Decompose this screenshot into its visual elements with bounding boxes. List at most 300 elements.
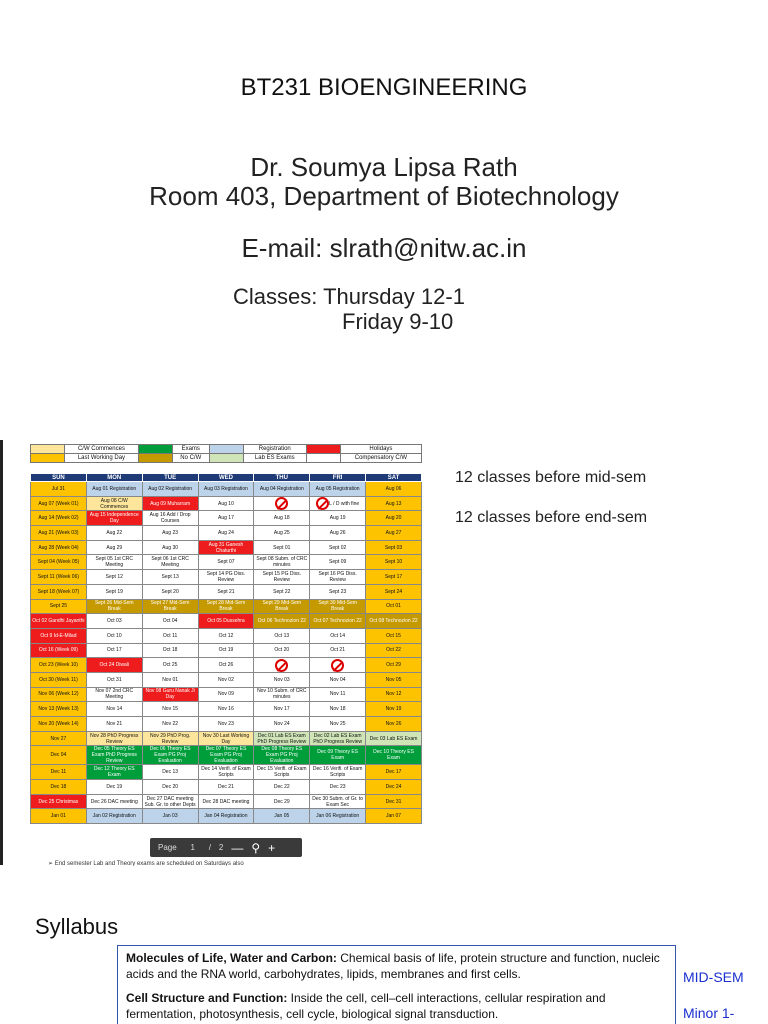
- calendar-cell-text: Dec 12 Theory ES Exam: [93, 766, 135, 779]
- calendar-cell: [366, 584, 422, 599]
- calendar-cell: [254, 526, 310, 541]
- calendar-week-row: [31, 496, 422, 511]
- calendar-week-row: [31, 702, 422, 717]
- calendar-cell: [86, 599, 142, 614]
- calendar-cell-text: Dec 20: [162, 783, 179, 790]
- instructor-room: Room 403, Department of Biotechnology: [149, 181, 619, 211]
- calendar-cell-text: Sept 02: [329, 544, 347, 551]
- calendar-cell: [142, 687, 198, 702]
- calendar-cell: [31, 614, 87, 629]
- calendar-cell: [254, 794, 310, 809]
- calendar-cell: [31, 628, 87, 643]
- calendar-cell: [310, 702, 366, 717]
- calendar-cell-text: Nov 29 PhD Prog. Review: [149, 732, 191, 745]
- calendar-cell: [254, 511, 310, 526]
- calendar-cell: [86, 765, 142, 780]
- calendar-cell: [31, 765, 87, 780]
- calendar-cell-text: Jul 31: [51, 485, 66, 492]
- calendar-cell: [86, 526, 142, 541]
- calendar-cell: [310, 584, 366, 599]
- calendar-cell-text: Nov 06 (Week 12): [38, 691, 79, 698]
- calendar-week-row: [31, 765, 422, 780]
- calendar-cell-text: Aug 16 Add / Drop Courses: [149, 512, 191, 525]
- calendar-cell: [254, 746, 310, 765]
- calendar-cell: [366, 570, 422, 585]
- calendar-cell: [198, 643, 254, 658]
- class-schedule-line-1: Classes: Thursday 12-1: [233, 284, 465, 309]
- calendar-cell: [198, 765, 254, 780]
- calendar-cell: [310, 570, 366, 585]
- calendar-cell: [198, 658, 254, 673]
- calendar-cell-text: Oct 15: [386, 632, 401, 639]
- calendar-cell: [310, 765, 366, 780]
- calendar-cell: [142, 482, 198, 497]
- calendar-cell-text: Oct 29: [386, 662, 401, 669]
- calendar-cell: [366, 702, 422, 717]
- calendar-cell: [86, 702, 142, 717]
- calendar-cell-text: Aug 15 Independence Day: [89, 512, 139, 525]
- calendar-cell: [142, 643, 198, 658]
- calendar-cell: [366, 555, 422, 570]
- calendar-week-row: [31, 599, 422, 614]
- calendar-cell-text: Sept 24: [384, 588, 403, 595]
- calendar-cell-text: Dec 15 Verifi. of Exam Scripts: [257, 766, 307, 779]
- calendar-week-row: [31, 687, 422, 702]
- zoom-out-button[interactable]: —: [231, 840, 244, 855]
- calendar-cell-text: Oct 03: [106, 618, 122, 625]
- calendar-cell-text: Nov 21: [106, 720, 123, 727]
- calendar-week-row: [31, 584, 422, 599]
- calendar-cell: [254, 780, 310, 795]
- calendar-cell: [86, 672, 142, 687]
- calendar-cell: [31, 746, 87, 765]
- calendar-cell-text: Oct 18: [162, 647, 178, 654]
- calendar-day-header: TUE: [142, 474, 198, 482]
- calendar-cell-text: Dec 09 Theory ES Exam: [317, 749, 359, 762]
- calendar-cell-text: Sept 29 Mid-Sem Break: [262, 600, 302, 613]
- calendar-cell: [310, 746, 366, 765]
- calendar-cell: [86, 511, 142, 526]
- calendar-cell: [142, 731, 198, 746]
- legend-swatch-exams: [138, 445, 172, 454]
- calendar-cell: [86, 614, 142, 629]
- calendar-cell: [198, 526, 254, 541]
- calendar-cell-text: Aug 23: [162, 529, 179, 536]
- calendar-cell: [366, 643, 422, 658]
- calendar-cell: [310, 482, 366, 497]
- calendar-cell-text: Nov 12: [385, 691, 402, 698]
- legend-label: Exams: [172, 445, 209, 454]
- calendar-cell-text: Sept 15 PG Diss. Review: [262, 570, 301, 583]
- calendar-cell: [310, 717, 366, 732]
- calendar-cell: [198, 555, 254, 570]
- calendar-cell-text: Sept 04 (Week 05): [37, 559, 80, 566]
- calendar-cell-text: Dec 05 Theory ES Exam PhD Progress Review: [91, 746, 137, 765]
- calendar-cell: [142, 780, 198, 795]
- calendar-cell: [310, 628, 366, 643]
- calendar-cell: [31, 482, 87, 497]
- calendar-cell: [366, 526, 422, 541]
- calendar-cell-text: Dec 31: [385, 798, 402, 805]
- calendar-cell-text: Sept 28 Mid-Sem Break: [206, 600, 246, 613]
- legend-label: Registration: [243, 445, 306, 454]
- calendar-cell: [31, 584, 87, 599]
- calendar-cell-text: Jan 04 Registration: [204, 813, 248, 820]
- calendar-cell: [86, 540, 142, 555]
- calendar-cell-text: Oct 17: [106, 647, 122, 654]
- calendar-cell-text: Sept 07: [217, 559, 235, 566]
- calendar-cell-text: Dec 01 Lab ES Exam PhD Progress Review: [257, 732, 307, 745]
- calendar-cell: [198, 780, 254, 795]
- calendar-cell-text: Sept 06 1st CRC Meeting: [151, 556, 189, 569]
- calendar-cell: [142, 555, 198, 570]
- calendar-cell: [31, 526, 87, 541]
- calendar-cell: [142, 794, 198, 809]
- calendar-cell: [310, 643, 366, 658]
- calendar-cell-text: Sept 11 (Week 06): [37, 573, 80, 580]
- instructor-email: E-mail: slrath@nitw.ac.in: [241, 233, 527, 263]
- calendar-cell-text: Nov 30 Last Working Day: [202, 732, 250, 745]
- calendar-cell-text: Dec 18: [50, 783, 67, 790]
- calendar-cell-text: Dec 16 Verifi. of Exam Scripts: [312, 766, 363, 779]
- calendar-cell-text: Aug 14 (Week 02): [38, 515, 79, 522]
- calendar-cell: [198, 540, 254, 555]
- calendar-cell-text: Sept 26 Mid-Sem Break: [94, 600, 134, 613]
- calendar-cell-text: Oct 12: [218, 632, 234, 639]
- unit-2-title: Cell Structure and Function:: [126, 991, 288, 1005]
- calendar-cell-text: Dec 21: [218, 783, 234, 790]
- calendar-week-row: [31, 511, 422, 526]
- legend-label: Lab ES Exams: [243, 454, 306, 463]
- calendar-cell: [86, 746, 142, 765]
- calendar-cell: [31, 687, 87, 702]
- pager-separator: /: [208, 843, 211, 852]
- calendar-cell-text: Aug 17: [218, 515, 234, 522]
- calendar-cell: [198, 614, 254, 629]
- calendar-cell: [254, 809, 310, 824]
- calendar-cell: [254, 614, 310, 629]
- calendar-cell: [86, 570, 142, 585]
- calendar-cell-text: Aug 09 Muharram: [150, 500, 191, 507]
- no-class-icon: [331, 659, 344, 672]
- calendar-cell-text: Oct 06 Technozion 22: [257, 618, 306, 625]
- calendar-week-row: [31, 643, 422, 658]
- calendar-week-row: [31, 555, 422, 570]
- calendar-cell: [198, 672, 254, 687]
- calendar-cell-text: Oct 05 Dussehra: [207, 618, 245, 625]
- calendar-cell-text: Aug 02 Registration: [148, 485, 193, 492]
- unit-1-body: Chemical basis of life, protein structure and function, nucleic acids and the RNA world, carbohydrates, lipids, membranes and first cells.: [126, 951, 660, 981]
- calendar-cell-text: Sept 27 Mid-Sem Break: [150, 600, 190, 613]
- calendar-cell: [198, 687, 254, 702]
- calendar-day-header: SAT: [366, 474, 422, 482]
- legend-swatch-lab: [209, 454, 243, 463]
- calendar-cell: [86, 687, 142, 702]
- calendar-day-header: WED: [198, 474, 254, 482]
- calendar-cell: [310, 540, 366, 555]
- page-number-input[interactable]: 1: [190, 843, 195, 852]
- calendar-day-header: FRI: [310, 474, 366, 482]
- class-schedule-line-2: Friday 9-10: [342, 309, 454, 334]
- legend-swatch-comp: [306, 454, 340, 463]
- calendar-cell-text: Nov 19: [385, 706, 402, 713]
- calendar-cell: [366, 511, 422, 526]
- calendar-cell: [86, 643, 142, 658]
- calendar-cell-text: Oct 02 Gandhi Jayanthi: [32, 618, 85, 625]
- calendar-cell-text: Oct 16 (Week 09): [38, 647, 78, 654]
- calendar-cell: [86, 717, 142, 732]
- calendar-cell: [366, 765, 422, 780]
- calendar-cell-text: Jan 02 Registration: [92, 813, 136, 820]
- instructor-name: Dr. Soumya Lipsa Rath: [250, 152, 518, 182]
- calendar-cell: [254, 540, 310, 555]
- calendar-cell-text: Nov 04: [329, 676, 346, 683]
- calendar-cell: [254, 628, 310, 643]
- page-total: 2: [218, 843, 224, 852]
- calendar-cell-text: Nov 28 PhD Progress Review: [90, 732, 139, 745]
- calendar-cell-text: Nov 03: [273, 676, 290, 683]
- calendar-cell-text: Dec 22: [273, 783, 290, 790]
- mid-sem-note: 12 classes before mid-sem: [455, 469, 647, 486]
- calendar-cell-text: Dec 04: [50, 752, 67, 759]
- calendar-cell-text: Sept 09: [329, 559, 347, 566]
- calendar-cell-text: Aug 28 (Week 04): [38, 544, 79, 551]
- calendar-cell: [254, 570, 310, 585]
- calendar-cell: [254, 643, 310, 658]
- calendar-footnote: ➢ End semester Lab and Theory exams are scheduled on Saturdays also: [48, 861, 244, 866]
- calendar-cell: [198, 717, 254, 732]
- calendar-cell-text: Aug 13: [385, 500, 402, 507]
- calendar-cell: [142, 628, 198, 643]
- calendar-cell-text: Nov 08 Guru Nanak Ji Day: [145, 688, 195, 701]
- calendar-cell: [366, 599, 422, 614]
- calendar-cell: [254, 599, 310, 614]
- calendar-cell: [142, 511, 198, 526]
- calendar-cell-text: Sept 25: [49, 603, 68, 610]
- calendar-cell-text: Sept 03: [384, 544, 403, 551]
- calendar-cell-text: Aug 06: [385, 485, 402, 492]
- calendar-cell: [310, 496, 366, 511]
- legend-swatch-registration: [209, 445, 243, 454]
- calendar-cell: [142, 496, 198, 511]
- calendar-cell-text: Oct 30 (Week 11): [39, 676, 78, 683]
- calendar-cell-text: Dec 23: [329, 783, 346, 790]
- unit-2-body: Inside the cell, cell–cell interactions, cellular respiration and fermentation, photosynthesis, cell cycle, biological signal transduction.: [126, 991, 606, 1021]
- calendar-cell: [254, 496, 310, 511]
- calendar-cell: [366, 658, 422, 673]
- legend-label: Compensatory C/W: [340, 454, 421, 463]
- calendar-cell-text: Sept 01: [273, 544, 291, 551]
- minor-1-tag[interactable]: Minor 1-: [683, 1005, 735, 1021]
- calendar-cell: [142, 672, 198, 687]
- zoom-in-button[interactable]: +: [268, 840, 276, 855]
- calendar-cell: [31, 555, 87, 570]
- calendar-cell-text: Nov 23: [218, 720, 234, 727]
- calendar-week-row: [31, 570, 422, 585]
- calendar-cell: [366, 540, 422, 555]
- calendar-cell-text: Nov 27: [50, 735, 67, 742]
- calendar-cell: [142, 540, 198, 555]
- calendar-cell: [86, 780, 142, 795]
- legend-swatch-cw: [31, 445, 65, 454]
- calendar-cell-text: Oct 20: [274, 647, 290, 654]
- calendar-cell-text: Aug 22: [106, 529, 123, 536]
- calendar-cell: [366, 482, 422, 497]
- legend-label: C/W Commences: [65, 445, 139, 454]
- calendar-cell-text: Oct 14: [330, 632, 345, 639]
- no-class-icon: [275, 497, 288, 510]
- calendar-cell: [198, 511, 254, 526]
- calendar-cell-text: Nov 20 (Week 14): [38, 720, 79, 727]
- calendar-cell-text: Sept 12: [105, 573, 123, 580]
- calendar-cell: [366, 809, 422, 824]
- calendar-cell: [142, 584, 198, 599]
- calendar-week-row: [31, 780, 422, 795]
- calendar-cell-text: Dec 08 Theory ES Exam PG Proj Evaluation: [261, 746, 303, 765]
- calendar-grid: [30, 473, 422, 824]
- calendar-cell-text: Nov 09: [218, 691, 234, 698]
- calendar-week-row: [31, 658, 422, 673]
- calendar-cell-text: Sept 05 1st CRC Meeting: [95, 556, 134, 569]
- calendar-cell: [254, 717, 310, 732]
- calendar-cell: [310, 731, 366, 746]
- calendar-cell: [254, 672, 310, 687]
- calendar-cell: [198, 628, 254, 643]
- calendar-cell-text: Oct 08 Technozion 22: [369, 618, 418, 625]
- calendar-cell: [142, 614, 198, 629]
- calendar-cell-text: Sept 08 Subm. of CRC minutes: [256, 556, 308, 569]
- page-divider: [0, 440, 3, 865]
- calendar-cell-text: Aug 04 Registration: [259, 485, 304, 492]
- calendar-cell: [366, 731, 422, 746]
- calendar-cell-text: Jan 05: [274, 813, 290, 820]
- calendar-cell: [310, 526, 366, 541]
- calendar-cell: [198, 702, 254, 717]
- calendar-cell: [31, 702, 87, 717]
- calendar-cell: [310, 658, 366, 673]
- calendar-cell-text: Aug 27: [385, 529, 402, 536]
- calendar-cell-text: Nov 26: [385, 720, 402, 727]
- calendar-cell: [142, 658, 198, 673]
- syllabus-heading: Syllabus: [35, 914, 119, 939]
- calendar-cell-text: Dec 10 Theory ES Exam: [373, 749, 414, 762]
- calendar-cell: [198, 570, 254, 585]
- calendar-cell: [366, 794, 422, 809]
- calendar-cell-text: Aug 07 (Week 01): [38, 500, 79, 507]
- calendar-cell: [366, 746, 422, 765]
- calendar-cell-text: Nov 16: [218, 706, 234, 713]
- legend-label: Holidays: [340, 445, 421, 454]
- calendar-cell: [254, 687, 310, 702]
- calendar-cell-text: Sept 17: [384, 573, 403, 580]
- calendar-cell: [254, 765, 310, 780]
- calendar-cell-text: Oct 31: [106, 676, 122, 683]
- syllabus-box: [117, 945, 676, 1024]
- calendar-cell-text: Oct 26: [218, 662, 234, 669]
- calendar-cell-text: Nov 11: [329, 691, 346, 698]
- calendar-cell-text: Nov 01: [162, 676, 179, 683]
- pdf-pager: [150, 838, 302, 857]
- calendar-cell: [31, 570, 87, 585]
- calendar-cell-text: Oct 11: [162, 632, 178, 639]
- calendar-cell: [198, 809, 254, 824]
- calendar-cell-text: Dec 19: [106, 783, 123, 790]
- calendar-cell: [310, 599, 366, 614]
- calendar-cell-text: Oct 04: [162, 618, 178, 625]
- calendar-cell: [366, 687, 422, 702]
- calendar-week-row: [31, 540, 422, 555]
- calendar-cell-text: Nov 24: [273, 720, 290, 727]
- calendar-cell: [310, 687, 366, 702]
- calendar-day-header: THU: [254, 474, 310, 482]
- calendar-cell: [31, 780, 87, 795]
- calendar-cell: [86, 731, 142, 746]
- calendar-cell-text: Oct 01: [386, 603, 401, 610]
- calendar-cell-text: Dec 25 Christmas: [38, 798, 79, 805]
- calendar-cell-text: Aug 19: [329, 515, 346, 522]
- calendar-cell: [310, 672, 366, 687]
- legend-swatch-holidays: [306, 445, 340, 454]
- zoom-icon[interactable]: ⚲: [251, 840, 261, 855]
- calendar-cell: [142, 765, 198, 780]
- calendar-cell: [142, 746, 198, 765]
- calendar-cell: [198, 482, 254, 497]
- calendar-cell-text: Aug 08 C/W Commences: [100, 497, 129, 510]
- no-class-icon: [275, 659, 288, 672]
- calendar-cell-text: Dec 11: [50, 769, 67, 776]
- no-class-icon: [316, 497, 329, 510]
- calendar-cell-text: Sept 13: [161, 573, 179, 580]
- calendar-week-row: [31, 746, 422, 765]
- calendar-cell-text: Aug 25: [273, 529, 290, 536]
- calendar-legend: [30, 444, 422, 463]
- calendar-cell: [254, 555, 310, 570]
- calendar-cell: [254, 584, 310, 599]
- calendar-cell: [31, 540, 87, 555]
- calendar-cell: [31, 599, 87, 614]
- calendar-cell-text: Dec 07 Theory ES Exam PG Proj Evaluation: [205, 746, 247, 765]
- calendar-cell-text: Oct 24 Diwali: [99, 662, 129, 669]
- calendar-cell-text: Oct 07 Technozion 22: [313, 618, 362, 625]
- calendar-cell-text: Oct 19: [218, 647, 234, 654]
- calendar-week-row: [31, 672, 422, 687]
- calendar-cell: [31, 496, 87, 511]
- calendar-cell: [366, 628, 422, 643]
- calendar-cell: [86, 496, 142, 511]
- calendar-cell-text: Nov 13 (Week 13): [38, 706, 79, 713]
- calendar-week-row: [31, 731, 422, 746]
- calendar-cell: [142, 570, 198, 585]
- calendar-cell-text: Sept 16 PG Diss. Review: [318, 570, 357, 583]
- calendar-cell: [86, 809, 142, 824]
- calendar-cell: [310, 511, 366, 526]
- calendar-cell-text: Oct 25: [162, 662, 178, 669]
- calendar-cell: [366, 780, 422, 795]
- calendar-cell: [86, 628, 142, 643]
- class-schedule: [233, 284, 465, 334]
- calendar-cell-text: Sept 22: [273, 588, 291, 595]
- calendar-cell: [198, 731, 254, 746]
- calendar-cell-text: Dec 03 Lab ES Exam: [369, 735, 418, 742]
- calendar-cell-text: Aug 24: [218, 529, 234, 536]
- legend-label: No C/W: [172, 454, 209, 463]
- mid-sem-tag[interactable]: MID-SEM: [683, 969, 744, 985]
- calendar-week-row: [31, 614, 422, 629]
- calendar-cell-text: Sept 18 (Week 07): [37, 588, 80, 595]
- calendar-cell-text: Jan 01: [50, 813, 66, 820]
- calendar-cell: [86, 482, 142, 497]
- calendar-cell: [31, 643, 87, 658]
